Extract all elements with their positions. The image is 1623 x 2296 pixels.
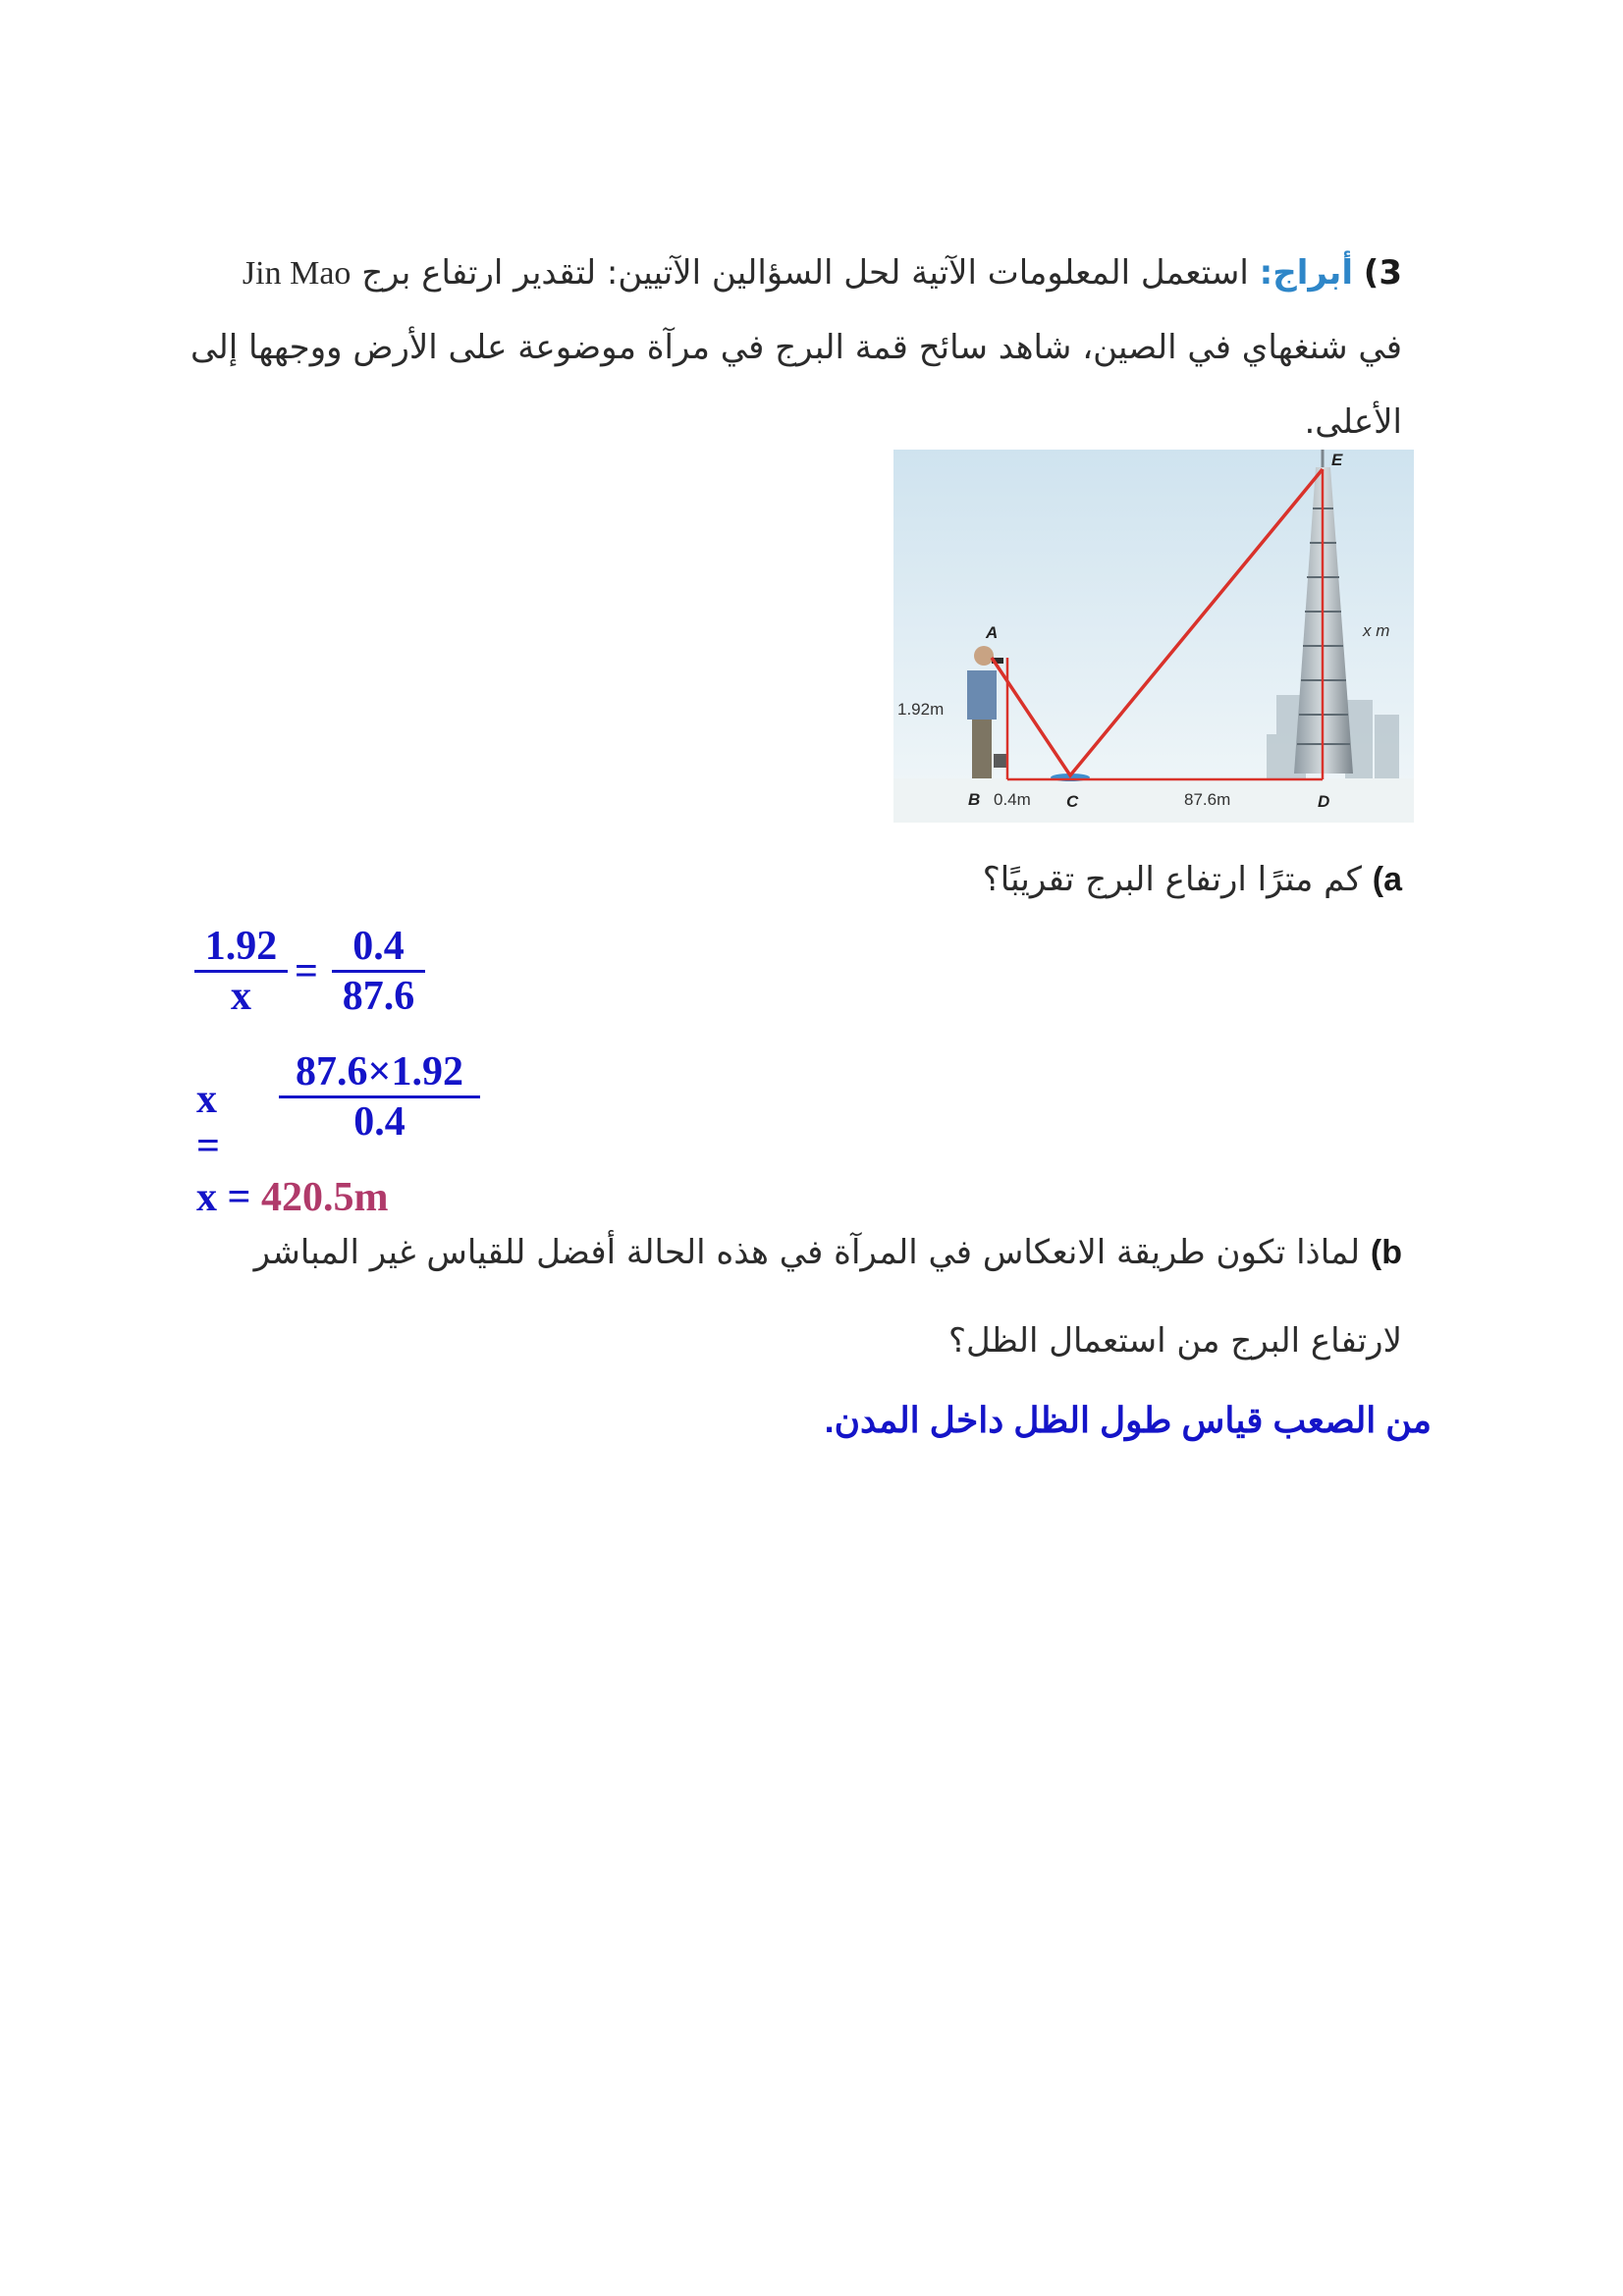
problem-text-1: استعمل المعلومات الآتية لحل السؤالين الآتيين: لتقدير ارتفاع برج bbox=[361, 253, 1249, 293]
tower-mirror-figure bbox=[893, 450, 1414, 823]
label-dist-cd: 87.6m bbox=[1184, 790, 1231, 809]
problem-line-1 bbox=[243, 253, 1402, 293]
fraction-3-numerator: 87.6×1.92 bbox=[296, 1049, 463, 1095]
fraction-3-denominator: 0.4 bbox=[353, 1099, 406, 1145]
result-value: 420.5m bbox=[260, 1175, 389, 1220]
part-b-question-line-1 bbox=[254, 1233, 1402, 1272]
problem-number: 3) bbox=[1363, 253, 1402, 293]
result-label: x = bbox=[196, 1175, 251, 1220]
part-a-text: كم مترًا ارتفاع البرج تقريبًا؟ bbox=[982, 860, 1362, 899]
x-equals-label: x = bbox=[196, 1077, 220, 1169]
part-a-letter: a) bbox=[1372, 861, 1402, 898]
label-e: E bbox=[1331, 451, 1343, 469]
part-b-answer: من الصعب قياس طول الظل داخل المدن. bbox=[824, 1400, 1432, 1440]
label-a: A bbox=[986, 623, 999, 642]
result-line bbox=[196, 1174, 388, 1221]
label-person-height: 1.92m bbox=[897, 700, 945, 719]
tower-name: Jin Mao bbox=[242, 255, 352, 292]
label-tower-height: x m bbox=[1363, 621, 1390, 640]
problem-line-2: في شنغهاي في الصين، شاهد سائح قمة البرج في مرآة موضوعة على الأرض ووجهها إلى bbox=[190, 328, 1402, 367]
label-dist-bc: 0.4m bbox=[994, 790, 1031, 809]
label-c: C bbox=[1066, 792, 1079, 811]
problem-line-3: الأعلى. bbox=[1304, 402, 1402, 442]
equals-sign: = bbox=[295, 949, 318, 994]
part-a-question bbox=[983, 860, 1402, 899]
part-b-letter: b) bbox=[1370, 1234, 1402, 1271]
fraction-2-numerator: 0.4 bbox=[352, 924, 405, 969]
label-d: D bbox=[1318, 792, 1330, 811]
fraction-2 bbox=[332, 923, 425, 1020]
fraction-1-denominator: x bbox=[231, 974, 251, 1019]
fraction-1-numerator: 1.92 bbox=[204, 924, 278, 969]
fraction-1 bbox=[194, 923, 288, 1020]
problem-keyword: أبراج: bbox=[1259, 253, 1353, 293]
part-b-question-line-2: لارتفاع البرج من استعمال الظل؟ bbox=[947, 1321, 1402, 1361]
label-b: B bbox=[968, 790, 981, 809]
part-b-text-1: لماذا تكون طريقة الانعكاس في المرآة في هذه الحالة أفضل للقياس غير المباشر bbox=[253, 1233, 1361, 1272]
fraction-3 bbox=[279, 1048, 480, 1146]
fraction-2-denominator: 87.6 bbox=[342, 974, 415, 1019]
